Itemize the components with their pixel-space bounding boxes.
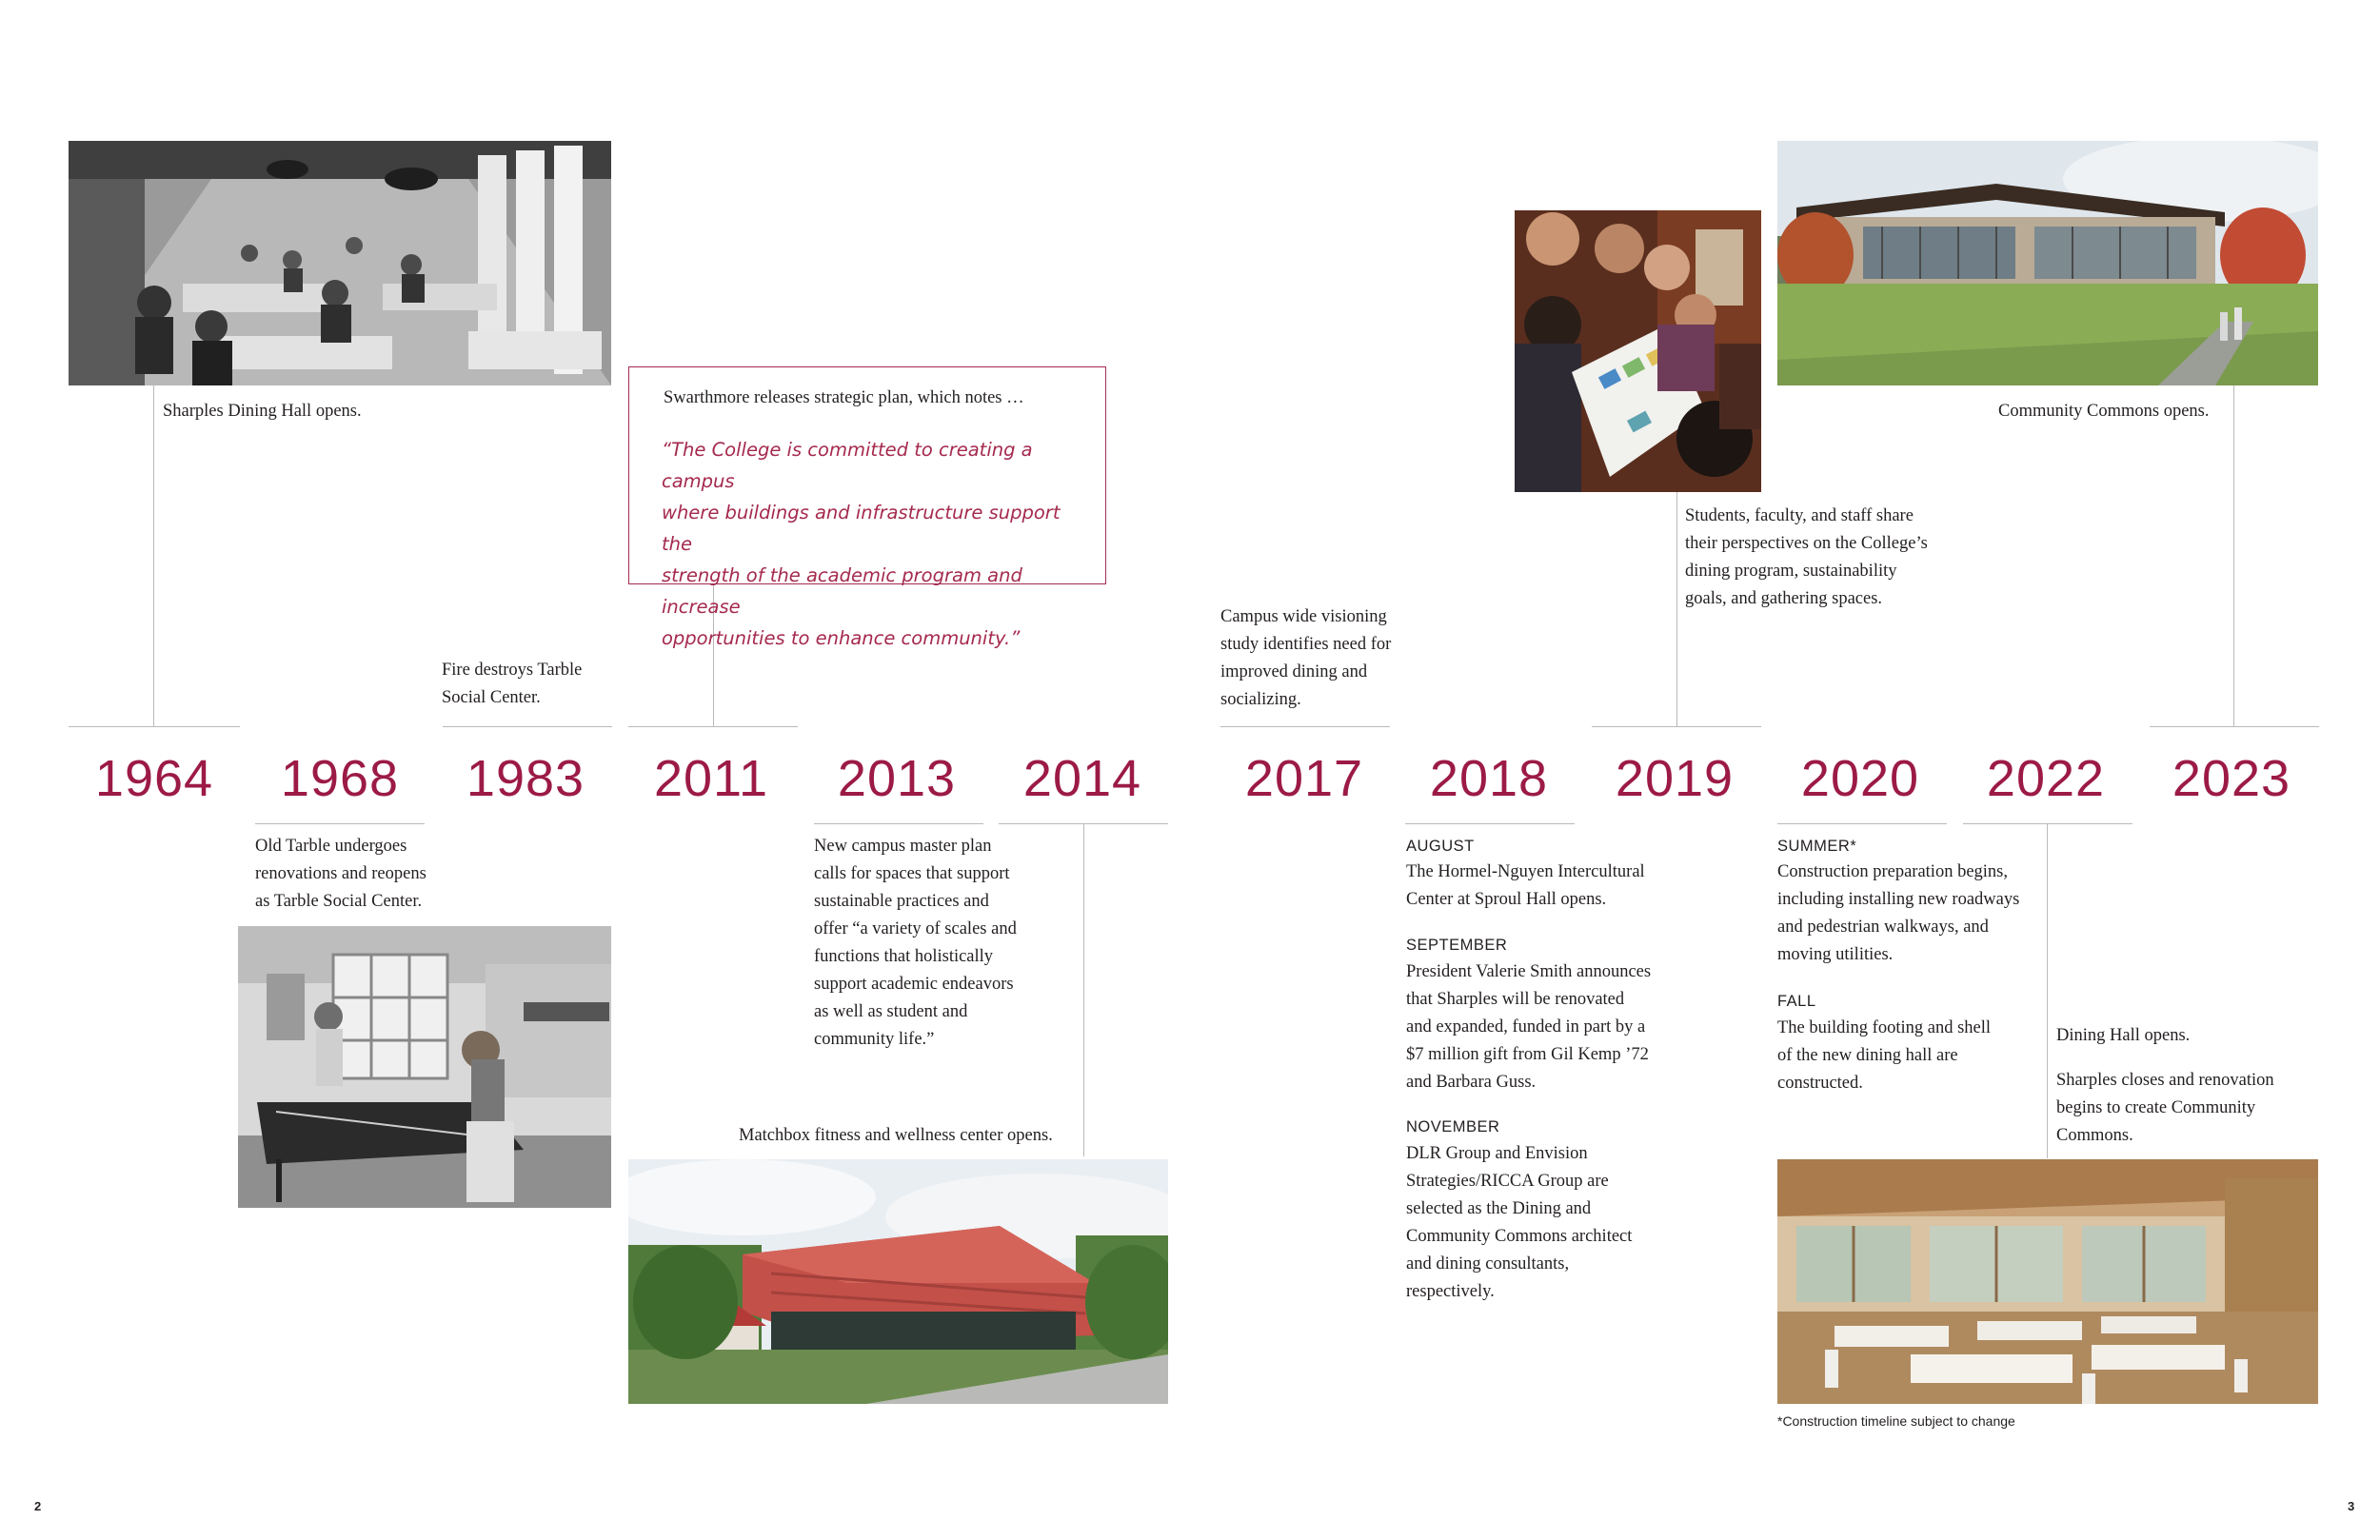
event-2018-august: The Hormel-Nguyen Intercultural Center at Sproul Hall opens. bbox=[1406, 862, 1645, 909]
rule-2018 bbox=[1405, 823, 1575, 824]
event-2020-summer: Construction preparation begins, including installing new roadways and pedestrian walkways, and moving utilities. bbox=[1777, 862, 2020, 964]
year-2013: 2013 bbox=[837, 750, 957, 807]
event-1968: Old Tarble undergoes renovations and reopens as Tarble Social Center. bbox=[255, 837, 426, 911]
rule-2017 bbox=[1220, 726, 1390, 727]
sharples-1964-photo bbox=[69, 141, 611, 385]
event-2020-fall: The building footing and shell of the new dining hall are constructed. bbox=[1777, 1018, 1992, 1093]
year-2018: 2018 bbox=[1429, 750, 1549, 807]
rule-2023 bbox=[2150, 726, 2319, 727]
connector-1964 bbox=[153, 385, 154, 726]
students-photo bbox=[1515, 210, 1761, 492]
strategic-plan-quote: “The College is committed to creating a campus where buildings and infrastructure support the strength of the academic program and increase opportunities to enhance community.” bbox=[662, 439, 1061, 649]
label-november: NOVEMBER bbox=[1406, 1118, 1500, 1135]
connector-2022 bbox=[2047, 823, 2048, 1158]
matchbox-photo bbox=[628, 1159, 1168, 1404]
event-1983: Fire destroys Tarble Social Center. bbox=[442, 661, 583, 707]
event-2022-dining-hall: Dining Hall opens. bbox=[2056, 1026, 2191, 1045]
page-number-right: 3 bbox=[2348, 1499, 2355, 1513]
year-2011: 2011 bbox=[653, 750, 769, 807]
page-number-left: 2 bbox=[34, 1499, 42, 1513]
year-1964: 1964 bbox=[94, 750, 214, 807]
event-2019: Students, faculty, and staff share their perspectives on the College’s dining program, sustainability goals, and gathering spaces. bbox=[1685, 506, 1928, 608]
strategic-plan-intro: Swarthmore releases strategic plan, which notes … bbox=[664, 388, 1024, 407]
footnote: *Construction timeline subject to change bbox=[1777, 1413, 2015, 1429]
rule-2013 bbox=[814, 823, 983, 824]
connector-2023 bbox=[2233, 385, 2234, 726]
year-2017: 2017 bbox=[1244, 750, 1364, 807]
year-2014: 2014 bbox=[1022, 750, 1142, 807]
year-2022: 2022 bbox=[1986, 750, 2106, 807]
rule-2022 bbox=[1963, 823, 2132, 824]
label-september: SEPTEMBER bbox=[1406, 937, 1508, 954]
rule-1968 bbox=[255, 823, 425, 824]
event-2023: Community Commons opens. bbox=[1998, 402, 2210, 421]
label-fall: FALL bbox=[1777, 993, 1816, 1010]
label-august: AUGUST bbox=[1406, 838, 1475, 855]
rule-1964 bbox=[69, 726, 240, 727]
year-2019: 2019 bbox=[1615, 750, 1735, 807]
connector-2019 bbox=[1676, 492, 1677, 726]
strategic-plan-callout bbox=[628, 366, 1106, 649]
dining-hall-interior-photo bbox=[1777, 1159, 2318, 1404]
label-summer: SUMMER* bbox=[1777, 838, 1857, 855]
rule-2011 bbox=[628, 726, 798, 727]
event-2014: Matchbox fitness and wellness center opens. bbox=[739, 1126, 1053, 1145]
event-2017: Campus wide visioning study identifies need for improved dining and socializing. bbox=[1220, 607, 1392, 709]
year-1983: 1983 bbox=[466, 750, 585, 807]
event-2018-november: DLR Group and Envision Strategies/RICCA Group are selected as the Dining and Community Commons architect and dining consultants, respectively. bbox=[1406, 1144, 1633, 1301]
year-1968: 1968 bbox=[280, 750, 400, 807]
rule-2020 bbox=[1777, 823, 1947, 824]
connector-2014 bbox=[1083, 823, 1084, 1156]
tarble-pingpong-photo bbox=[238, 926, 611, 1208]
event-1964: Sharples Dining Hall opens. bbox=[163, 402, 362, 421]
year-2020: 2020 bbox=[1800, 750, 1920, 807]
community-commons-photo bbox=[1777, 141, 2318, 385]
event-2013: New campus master plan calls for spaces that support sustainable practices and offer “a variety of scales and functions that holistically support academic endeavors as well as student and community life.” bbox=[814, 837, 1017, 1049]
event-2018-september: President Valerie Smith announces that Sharples will be renovated and expanded, funded in part by a $7 million gift from Gil Kemp ’72 and Barbara Guss. bbox=[1406, 962, 1652, 1092]
rule-2019 bbox=[1592, 726, 1761, 727]
rule-1983 bbox=[443, 726, 612, 727]
year-2023: 2023 bbox=[2172, 750, 2291, 807]
event-2022-sharples: Sharples closes and renovation begins to create Community Commons. bbox=[2056, 1071, 2274, 1145]
